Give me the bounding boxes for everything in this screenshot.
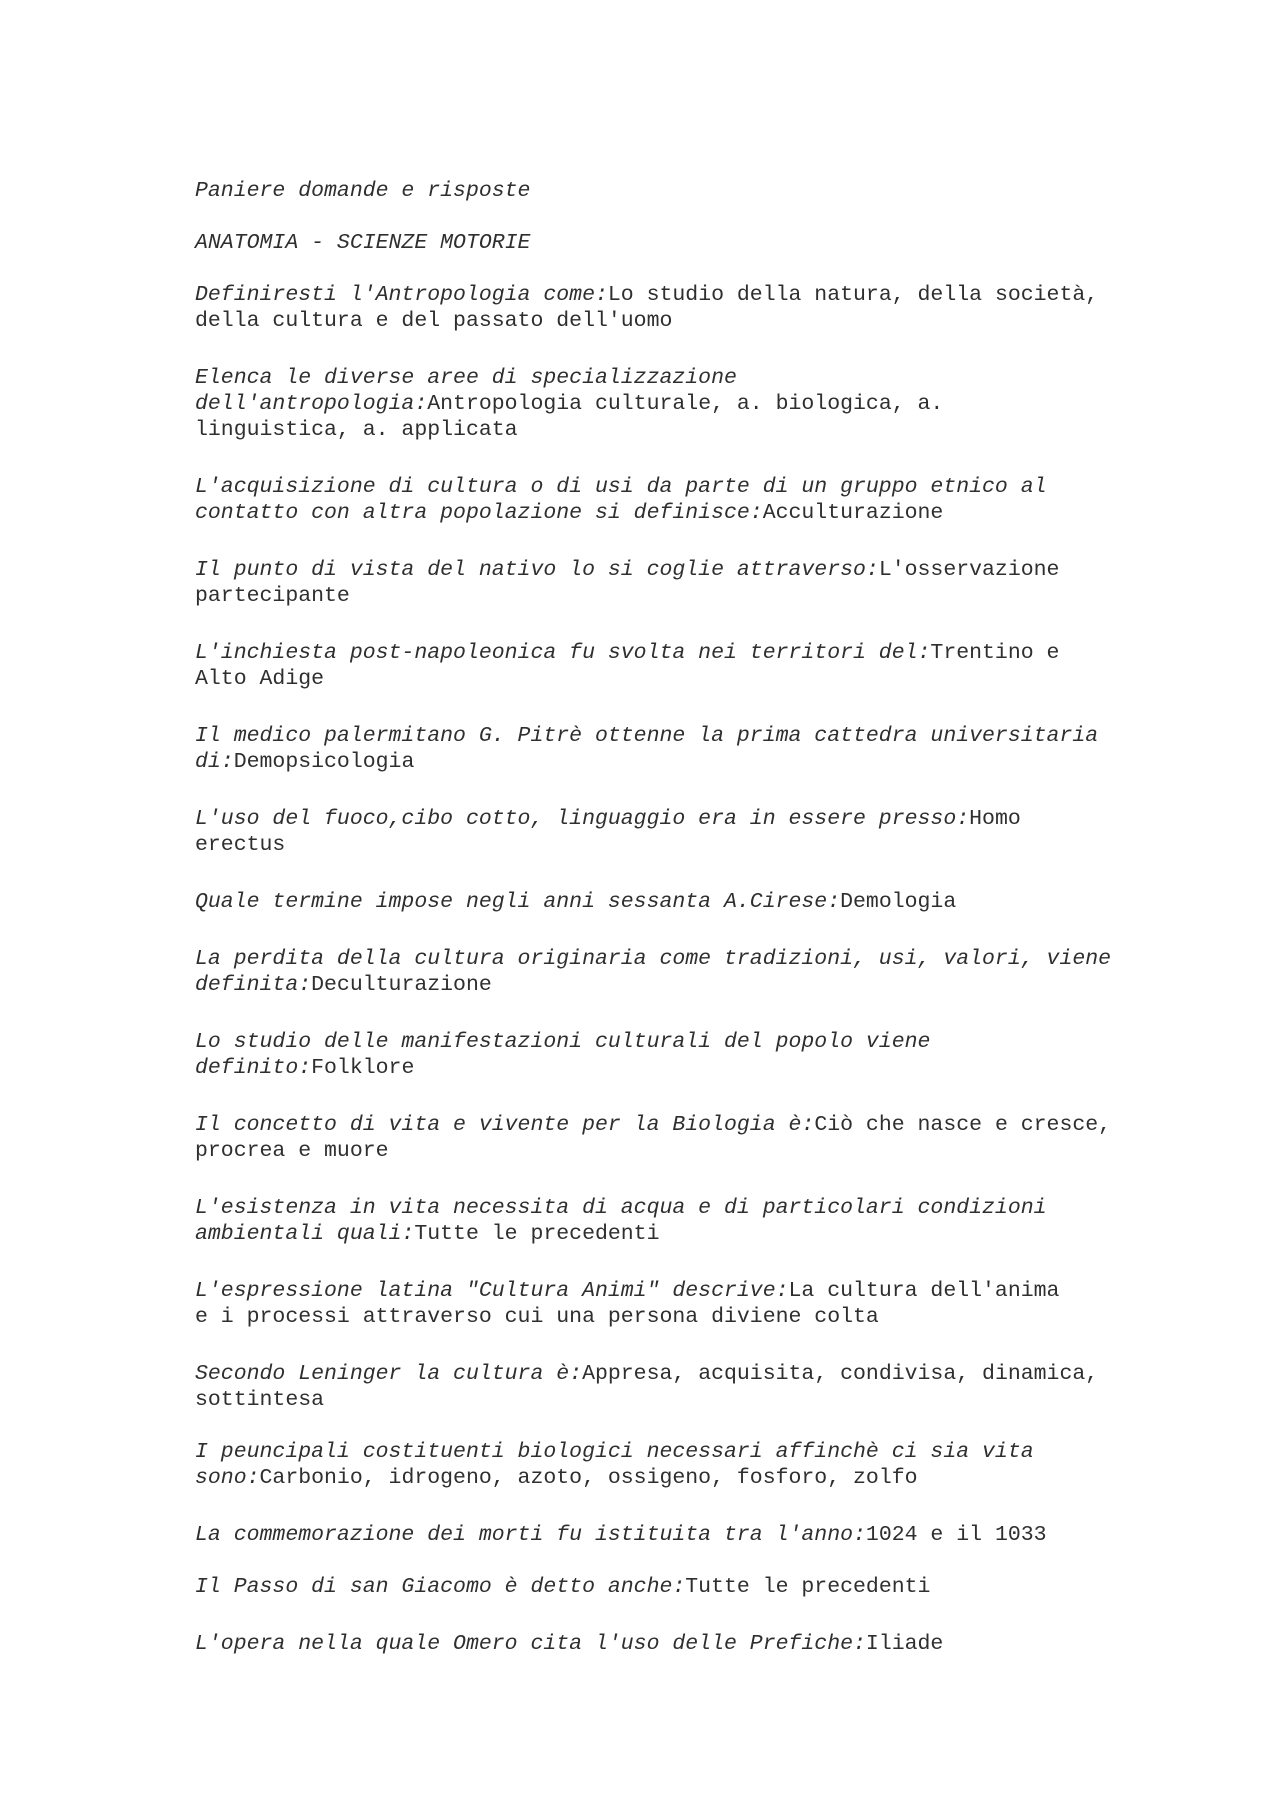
qa-line <box>195 806 1125 832</box>
question-text: L'opera nella quale Omero cita l'uso delle Prefiche: <box>195 1632 866 1656</box>
question-text: L'espressione latina "Cultura Animi" descrive: <box>195 1279 789 1303</box>
qa-line <box>195 640 1125 666</box>
qa-item <box>195 1278 1125 1330</box>
qa-item <box>195 1029 1125 1081</box>
answer-text: Iliade <box>865 1632 944 1656</box>
question-text: di: <box>195 750 234 774</box>
qa-line <box>195 500 1125 526</box>
document-subject: ANATOMIA - SCIENZE MOTORIE <box>195 231 531 255</box>
qa-item <box>195 806 1125 858</box>
qa-line <box>195 1195 1125 1221</box>
qa-item <box>195 474 1125 526</box>
question-text: Quale termine impose negli anni sessanta A.Cirese: <box>195 890 841 914</box>
qa-line <box>195 1631 1125 1657</box>
qa-line <box>195 946 1125 972</box>
qa-line <box>195 749 1125 775</box>
qa-line <box>195 417 1125 443</box>
answer-text: Lo studio della natura, della società, <box>607 283 1099 307</box>
qa-line <box>195 557 1125 583</box>
qa-item <box>195 1522 1125 1548</box>
qa-line <box>195 365 1125 391</box>
answer-text: Appresa, acquisita, condivisa, dinamica, <box>582 1362 1099 1386</box>
qa-list <box>195 282 1125 1657</box>
answer-text: Tutte le precedenti <box>685 1575 931 1599</box>
qa-line <box>195 474 1125 500</box>
qa-item <box>195 1195 1125 1247</box>
answer-text: linguistica, a. applicata <box>195 418 518 442</box>
question-text: L'inchiesta post-napoleonica fu svolta nei territori del: <box>195 641 931 665</box>
answer-text: della cultura e del passato dell'uomo <box>195 309 673 333</box>
qa-line <box>195 1221 1125 1247</box>
document-page <box>195 178 1125 1657</box>
qa-line <box>195 1304 1125 1330</box>
document-title: Paniere domande e risposte <box>195 179 531 203</box>
question-text: L'esistenza in vita necessita di acqua e di particolari condizioni <box>195 1196 1047 1220</box>
answer-text: sottintesa <box>195 1388 325 1412</box>
qa-line <box>195 583 1125 609</box>
answer-text: La cultura dell'anima <box>788 1279 1060 1303</box>
question-text: L'uso del fuoco,cibo cotto, linguaggio era in essere presso: <box>195 807 970 831</box>
qa-item <box>195 557 1125 609</box>
question-text: La commemorazione dei morti fu istituita tra l'anno: <box>195 1523 866 1547</box>
qa-line <box>195 972 1125 998</box>
qa-item <box>195 1574 1125 1600</box>
question-text: Definiresti l'Antropologia come: <box>195 283 608 307</box>
qa-line <box>195 1029 1125 1055</box>
question-text: L'acquisizione di cultura o di usi da parte di un gruppo etnico al <box>195 475 1047 499</box>
question-text: ambientali quali: <box>195 1222 415 1246</box>
qa-line <box>195 832 1125 858</box>
answer-text: Carbonio, idrogeno, azoto, ossigeno, fosforo, zolfo <box>259 1466 918 1490</box>
qa-item <box>195 1361 1125 1413</box>
answer-text: L'osservazione <box>878 558 1060 582</box>
qa-line <box>195 1138 1125 1164</box>
question-text: definito: <box>195 1056 312 1080</box>
qa-item <box>195 365 1125 443</box>
qa-line <box>195 1387 1125 1413</box>
answer-text: Alto Adige <box>195 667 325 691</box>
answer-text: Demologia <box>840 890 957 914</box>
answer-text: erectus <box>195 833 286 857</box>
question-text: sono: <box>195 1466 260 1490</box>
answer-text: partecipante <box>195 584 350 608</box>
qa-item <box>195 282 1125 334</box>
qa-line <box>195 1522 1125 1548</box>
qa-line <box>195 308 1125 334</box>
qa-line <box>195 1112 1125 1138</box>
answer-text: e i processi attraverso cui una persona diviene colta <box>195 1305 879 1329</box>
qa-item <box>195 1439 1125 1491</box>
question-text: dell'antropologia: <box>195 392 428 416</box>
qa-line <box>195 1439 1125 1465</box>
qa-line <box>195 889 1125 915</box>
answer-text: Deculturazione <box>311 973 492 997</box>
qa-item <box>195 1112 1125 1164</box>
answer-text: Tutte le precedenti <box>414 1222 660 1246</box>
question-text: Il punto di vista del nativo lo si coglie attraverso: <box>195 558 879 582</box>
answer-text: Folklore <box>311 1056 415 1080</box>
qa-item <box>195 889 1125 915</box>
answer-text: Antropologia culturale, a. biologica, a. <box>427 392 944 416</box>
qa-line <box>195 1574 1125 1600</box>
qa-item <box>195 723 1125 775</box>
answer-text: Homo <box>969 807 1021 831</box>
qa-line <box>195 1465 1125 1491</box>
answer-text: 1024 e il 1033 <box>865 1523 1047 1547</box>
question-text: contatto con altra popolazione si definisce: <box>195 501 763 525</box>
question-text: Il concetto di vita e vivente per la Biologia è: <box>195 1113 815 1137</box>
question-text: definita: <box>195 973 312 997</box>
qa-item <box>195 640 1125 692</box>
answer-text: Ciò che nasce e cresce, <box>814 1113 1112 1137</box>
qa-line <box>195 1361 1125 1387</box>
qa-line <box>195 666 1125 692</box>
qa-item <box>195 946 1125 998</box>
answer-text: Trentino e <box>930 641 1060 665</box>
qa-line <box>195 282 1125 308</box>
qa-item <box>195 1631 1125 1657</box>
qa-line <box>195 1055 1125 1081</box>
qa-line <box>195 391 1125 417</box>
question-text: Il Passo di san Giacomo è detto anche: <box>195 1575 686 1599</box>
question-text: Il medico palermitano G. Pitrè ottenne la prima cattedra universitaria <box>195 724 1099 748</box>
qa-line <box>195 1278 1125 1304</box>
answer-text: Demopsicologia <box>233 750 415 774</box>
question-text: Lo studio delle manifestazioni culturali del popolo viene <box>195 1030 931 1054</box>
question-text: La perdita della cultura originaria come tradizioni, usi, valori, viene <box>195 947 1112 971</box>
question-text: Secondo Leninger la cultura è: <box>195 1362 583 1386</box>
answer-text: Acculturazione <box>762 501 944 525</box>
qa-line <box>195 723 1125 749</box>
question-text: Elenca le diverse aree di specializzazione <box>195 366 737 390</box>
answer-text: procrea e muore <box>195 1139 389 1163</box>
question-text: I peuncipali costituenti biologici necessari affinchè ci sia vita <box>195 1440 1034 1464</box>
